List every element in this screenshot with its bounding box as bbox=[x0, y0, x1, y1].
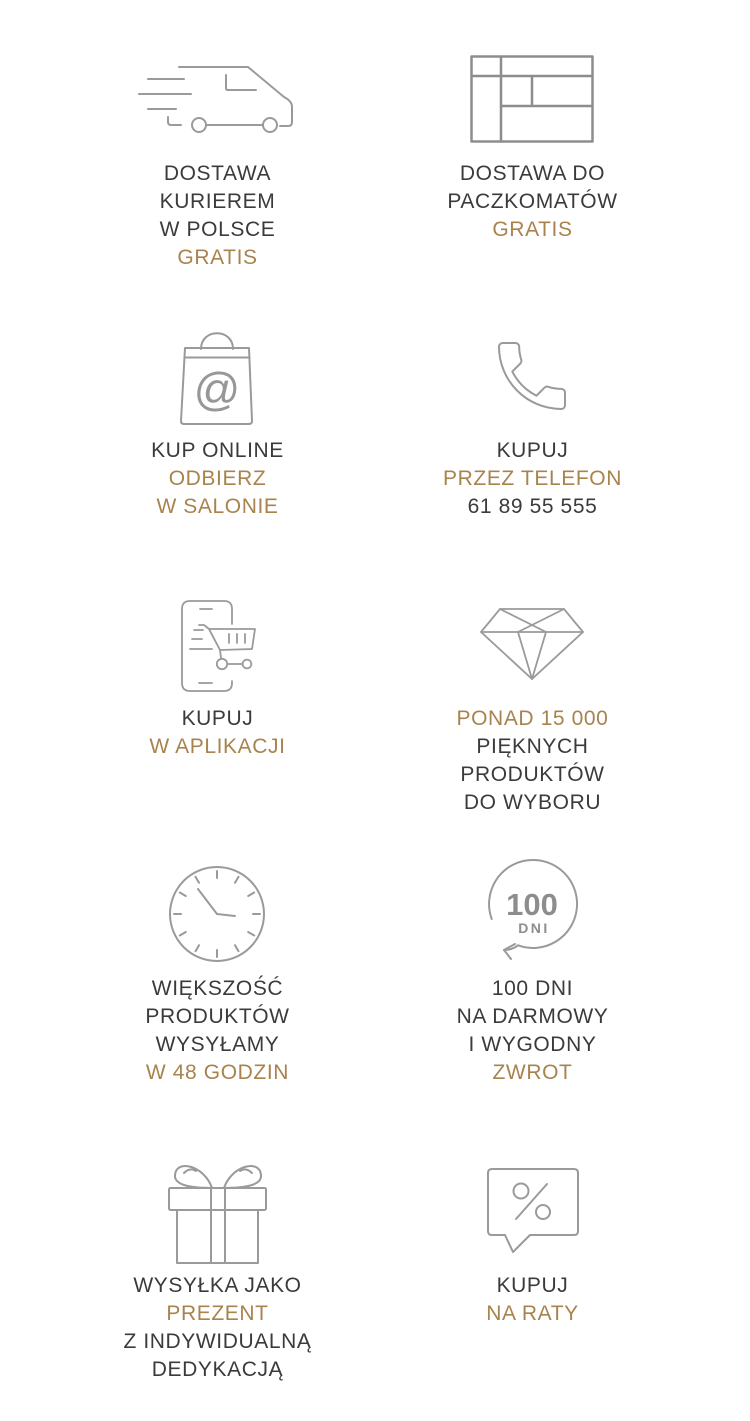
feature-line: KUPUJ bbox=[496, 439, 569, 462]
feature-text bbox=[447, 160, 617, 244]
svg-text:@: @ bbox=[194, 362, 241, 415]
feature-line-accent: GRATIS bbox=[177, 246, 258, 269]
feature-line-accent: GRATIS bbox=[492, 218, 573, 241]
feature-assortment bbox=[457, 583, 609, 817]
phone-handset-icon bbox=[488, 315, 576, 437]
feature-line-accent: W SALONIE bbox=[156, 495, 279, 518]
feature-line: WYSYŁAMY bbox=[155, 1033, 280, 1056]
feature-line-accent: ZWROT bbox=[492, 1061, 573, 1084]
badge-100: 100 bbox=[505, 887, 558, 922]
gift-box-icon bbox=[168, 1150, 268, 1272]
feature-line: DOSTAWA DO bbox=[459, 162, 606, 185]
feature-line: PRODUKTÓW bbox=[145, 1005, 290, 1028]
badge-dni: DNI bbox=[517, 920, 550, 936]
clock-icon bbox=[167, 853, 267, 975]
feature-line: PRODUKTÓW bbox=[460, 763, 605, 786]
feature-text bbox=[123, 1272, 311, 1384]
feature-line: DOSTAWA bbox=[163, 162, 272, 185]
feature-line: PIĘKNYCH bbox=[476, 735, 589, 758]
feature-line: PACZKOMATÓW bbox=[447, 190, 618, 213]
feature-line-accent: PONAD 15 000 bbox=[456, 707, 609, 730]
feature-line: KUP ONLINE bbox=[151, 439, 284, 462]
parcel-locker-icon bbox=[470, 38, 594, 160]
feature-text bbox=[457, 705, 609, 817]
feature-line: KURIEREM bbox=[159, 190, 276, 213]
feature-fast-shipping bbox=[145, 853, 289, 1087]
feature-line: NA DARMOWY bbox=[456, 1005, 609, 1028]
feature-line-accent: NA RATY bbox=[486, 1302, 579, 1325]
feature-line: I WYGODNY bbox=[468, 1033, 597, 1056]
feature-buy-by-phone bbox=[443, 315, 622, 521]
feature-line: DO WYBORU bbox=[463, 791, 602, 814]
feature-line-accent: W 48 GODZIN bbox=[145, 1061, 290, 1084]
100-days-return-icon bbox=[485, 853, 581, 975]
feature-line: 100 DNI bbox=[491, 977, 574, 1000]
feature-gift-shipping bbox=[123, 1150, 311, 1384]
percent-bubble-icon bbox=[487, 1150, 579, 1272]
feature-text bbox=[443, 437, 622, 521]
feature-click-and-collect bbox=[151, 315, 284, 521]
feature-line: DEDYKACJĄ bbox=[151, 1358, 284, 1381]
shopping-bag-at-icon bbox=[180, 315, 254, 437]
diamond-icon bbox=[480, 583, 584, 705]
feature-buy-in-app bbox=[149, 583, 285, 761]
feature-line-accent: ODBIERZ bbox=[168, 467, 267, 490]
feature-line: KUPUJ bbox=[181, 707, 254, 730]
feature-text bbox=[149, 705, 285, 761]
phone-number: 61 89 55 555 bbox=[467, 495, 598, 518]
feature-courier-delivery bbox=[136, 38, 300, 272]
feature-parcel-locker bbox=[447, 38, 617, 244]
feature-line-accent: PREZENT bbox=[166, 1302, 269, 1325]
benefits-grid bbox=[60, 0, 690, 1421]
feature-line: KUPUJ bbox=[496, 1274, 569, 1297]
feature-line: WIĘKSZOŚĆ bbox=[151, 977, 284, 1000]
feature-text bbox=[145, 975, 289, 1087]
feature-installments bbox=[486, 1150, 579, 1328]
feature-text bbox=[160, 160, 276, 272]
feature-text bbox=[457, 975, 609, 1087]
feature-line: Z INDYWIDUALNĄ bbox=[123, 1330, 312, 1353]
delivery-truck-icon bbox=[136, 38, 300, 160]
feature-text bbox=[486, 1272, 579, 1328]
mobile-app-cart-icon bbox=[177, 583, 257, 705]
feature-line: WYSYŁKA JAKO bbox=[133, 1274, 302, 1297]
feature-free-returns bbox=[457, 853, 609, 1087]
feature-line-accent: PRZEZ TELEFON bbox=[443, 467, 622, 490]
feature-text bbox=[151, 437, 284, 521]
feature-line: W POLSCE bbox=[159, 218, 276, 241]
feature-line-accent: W APLIKACJI bbox=[149, 735, 286, 758]
